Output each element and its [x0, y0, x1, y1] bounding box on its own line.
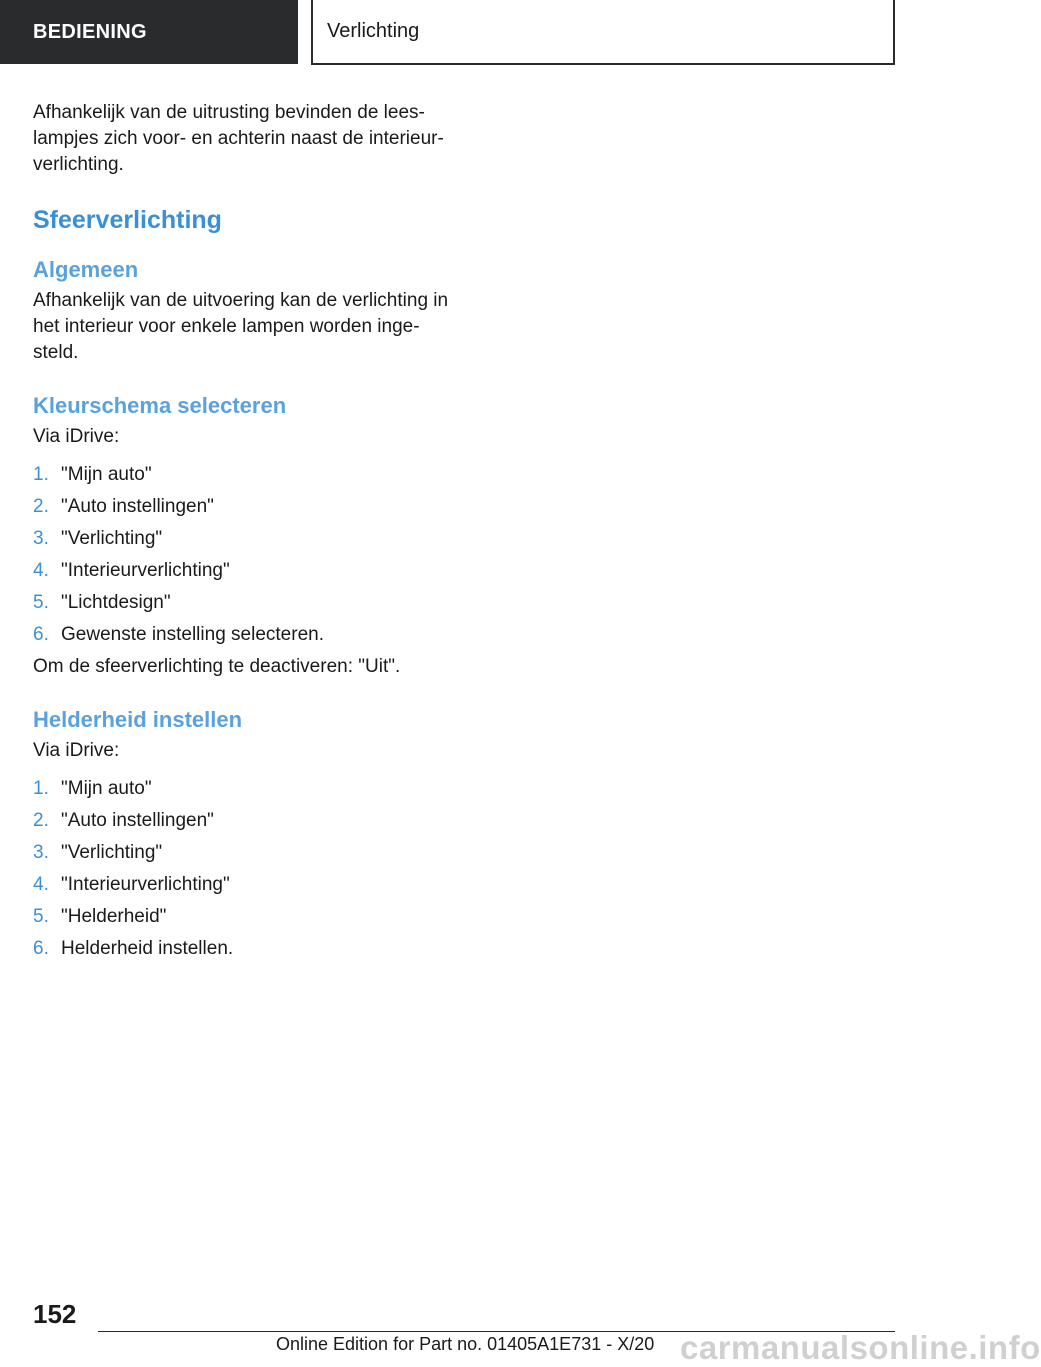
- list-item: [33, 904, 453, 930]
- step-number: 4.: [33, 874, 49, 895]
- list-item: [33, 526, 453, 552]
- deactivate-paragraph: Om de sfeerverlichting te deactiveren: "Uit".: [33, 656, 401, 677]
- step-number: 1.: [33, 778, 49, 799]
- kleur-steps-list: [33, 462, 453, 648]
- heading-helderheid: Helderheid instellen: [33, 707, 243, 732]
- step-text: "Mijn auto": [61, 778, 152, 799]
- step-number: 3.: [33, 528, 49, 549]
- step-number: 3.: [33, 842, 49, 863]
- list-item: [33, 558, 453, 584]
- step-text: "Auto instellingen": [61, 496, 214, 517]
- step-text: "Lichtdesign": [61, 592, 171, 613]
- step-number: 1.: [33, 464, 49, 485]
- step-text: "Verlichting": [61, 528, 163, 549]
- header-chapter-title: Verlichting: [311, 0, 895, 65]
- step-number: 5.: [33, 906, 49, 927]
- helderheid-via-idrive: Via iDrive:: [33, 740, 120, 761]
- kleur-via-idrive: Via iDrive:: [33, 426, 120, 447]
- intro-paragraph: Afhankelijk van de uitrusting bevinden de leeslampjes zich voor- en achterin naast de interieurverlichting.: [33, 102, 444, 175]
- list-item: [33, 936, 453, 962]
- step-text: "Helderheid": [61, 906, 167, 927]
- heading-algemeen: Algemeen: [33, 257, 139, 282]
- step-text: Helderheid instellen.: [61, 938, 234, 959]
- header-section-label: BEDIENING: [0, 0, 298, 64]
- algemeen-paragraph: Afhankelijk van de uitvoering kan de verlichting in het interieur voor enkele lampen worden ingesteld.: [33, 290, 449, 363]
- list-item: [33, 494, 453, 520]
- step-text: Gewenste instelling selecteren.: [61, 624, 324, 645]
- step-text: "Mijn auto": [61, 464, 152, 485]
- step-text: "Verlichting": [61, 842, 163, 863]
- list-item: [33, 776, 453, 802]
- watermark-text: carmanualsonline.info: [680, 1329, 1041, 1366]
- step-number: 2.: [33, 810, 49, 831]
- step-text: "Auto instellingen": [61, 810, 214, 831]
- list-item: [33, 590, 453, 616]
- list-item: [33, 622, 453, 648]
- page-number: 152: [33, 1299, 77, 1329]
- heading-sfeerverlichting: Sfeerverlichting: [33, 206, 222, 234]
- list-item: [33, 872, 453, 898]
- step-text: "Interieurverlichting": [61, 560, 230, 581]
- step-number: 6.: [33, 938, 49, 959]
- footer-edition-text: Online Edition for Part no. 01405A1E731 - X/20: [276, 1334, 655, 1354]
- step-number: 5.: [33, 592, 49, 613]
- list-item: [33, 462, 453, 488]
- list-item: [33, 808, 453, 834]
- step-number: 6.: [33, 624, 49, 645]
- step-number: 2.: [33, 496, 49, 517]
- step-number: 4.: [33, 560, 49, 581]
- helderheid-steps-list: [33, 776, 453, 962]
- heading-kleurschema: Kleurschema selecteren: [33, 393, 287, 418]
- step-text: "Interieurverlichting": [61, 874, 230, 895]
- list-item: [33, 840, 453, 866]
- page-content: [33, 100, 453, 968]
